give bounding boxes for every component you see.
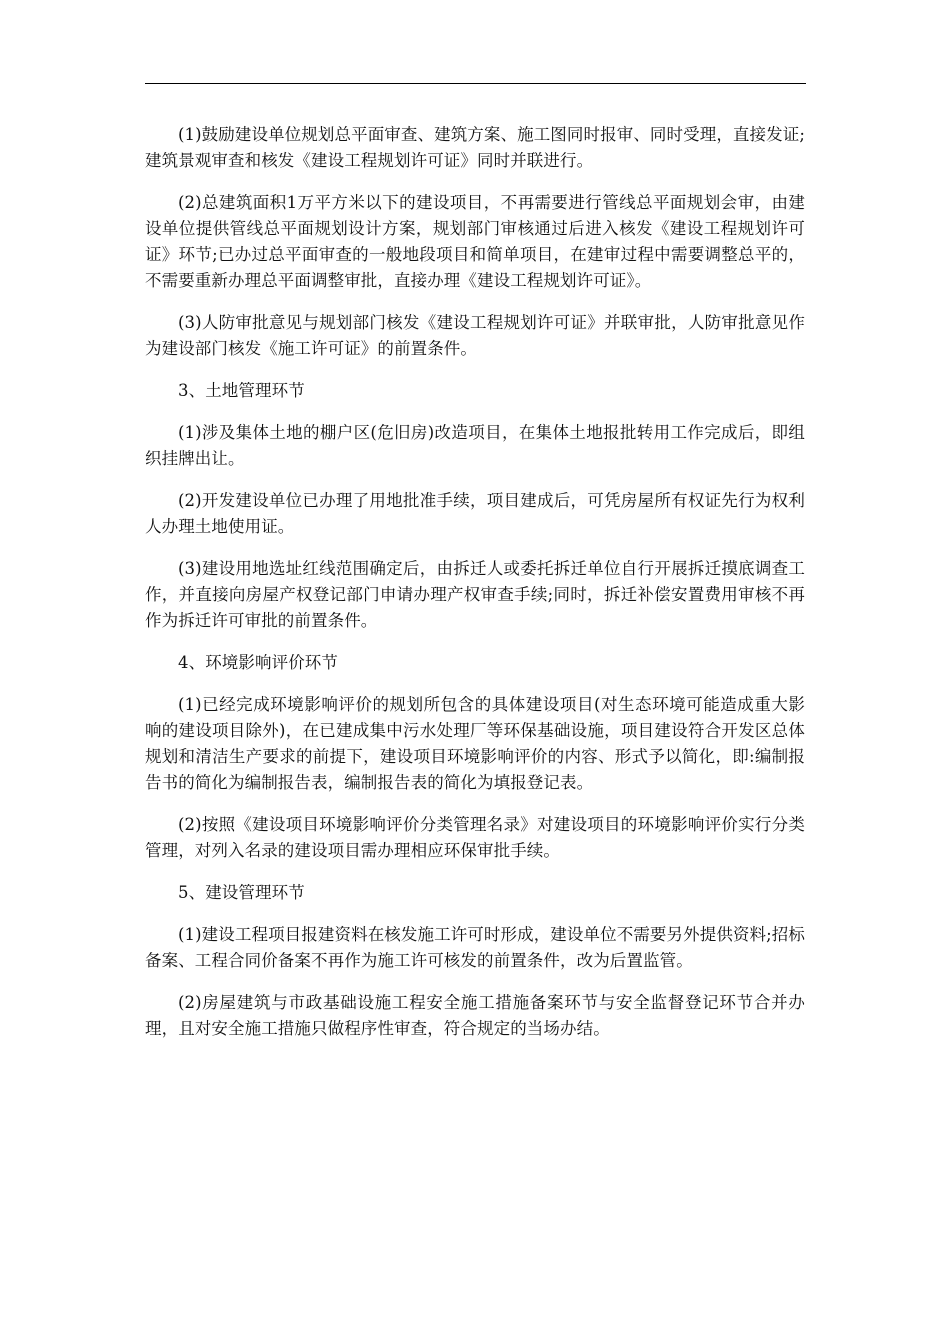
paragraph-environment-1: (1)已经完成环境影响评价的规划所包含的具体建设项目(对生态环境可能造成重大影响的建设项目除外)，在已建成集中污水处理厂等环保基础设施，项目建设符合开发区总体规划和清洁生产要求的前提下，建设项目环境影响评价的内容、形式予以简化，即:编制报告书的简化为编制报告表，编制报告表的简化为填报登记表。 [145,695,805,792]
paragraph-land-3: (3)建设用地选址红线范围确定后，由拆迁人或委托拆迁单位自行开展拆迁摸底调查工作，并直接向房屋产权登记部门申请办理产权审查手续;同时，拆迁补偿安置费用审核不再作为拆迁许可审批的前置条件。 [145,559,805,630]
paragraph-planning-2: (2)总建筑面积1万平方米以下的建设项目，不再需要进行管线总平面规划会审，由建设单位提供管线总平面规划设计方案，规划部门审核通过后进入核发《建设工程规划许可证》环节;已办过总平面审查的一般地段项目和简单项目，在建审过程中需要调整总平的，不需要重新办理总平面调整审批，直接办理《建设工程规划许可证》。 [145,193,805,290]
paragraph-land-2: (2)开发建设单位已办理了用地批准手续，项目建成后，可凭房屋所有权证先行为权利人办理土地使用证。 [145,491,805,536]
paragraph-planning-1: (1)鼓励建设单位规划总平面审查、建筑方案、施工图同时报审、同时受理，直接发证;建筑景观审查和核发《建设工程规划许可证》同时并联进行。 [145,125,805,170]
paragraph-construction-2: (2)房屋建筑与市政基础设施工程安全施工措施备案环节与安全监督登记环节合并办理，且对安全施工措施只做程序性审查，符合规定的当场办结。 [145,993,805,1038]
paragraph-land-1: (1)涉及集体土地的棚户区(危旧房)改造项目，在集体土地报批转用工作完成后，即组织挂牌出让。 [145,423,805,468]
section-heading-land: 3、土地管理环节 [178,381,305,400]
header-rule [145,83,806,84]
document-body [145,122,805,1058]
paragraph-planning-3: (3)人防审批意见与规划部门核发《建设工程规划许可证》并联审批，人防审批意见作为建设部门核发《施工许可证》的前置条件。 [145,313,805,358]
section-heading-construction: 5、建设管理环节 [178,883,305,902]
paragraph-environment-2: (2)按照《建设项目环境影响评价分类管理名录》对建设项目的环境影响评价实行分类管理，对列入名录的建设项目需办理相应环保审批手续。 [145,815,805,860]
paragraph-construction-1: (1)建设工程项目报建资料在核发施工许可时形成，建设单位不需要另外提供资料;招标备案、工程合同价备案不再作为施工许可核发的前置条件，改为后置监管。 [145,925,805,970]
section-heading-environment: 4、环境影响评价环节 [178,653,338,672]
